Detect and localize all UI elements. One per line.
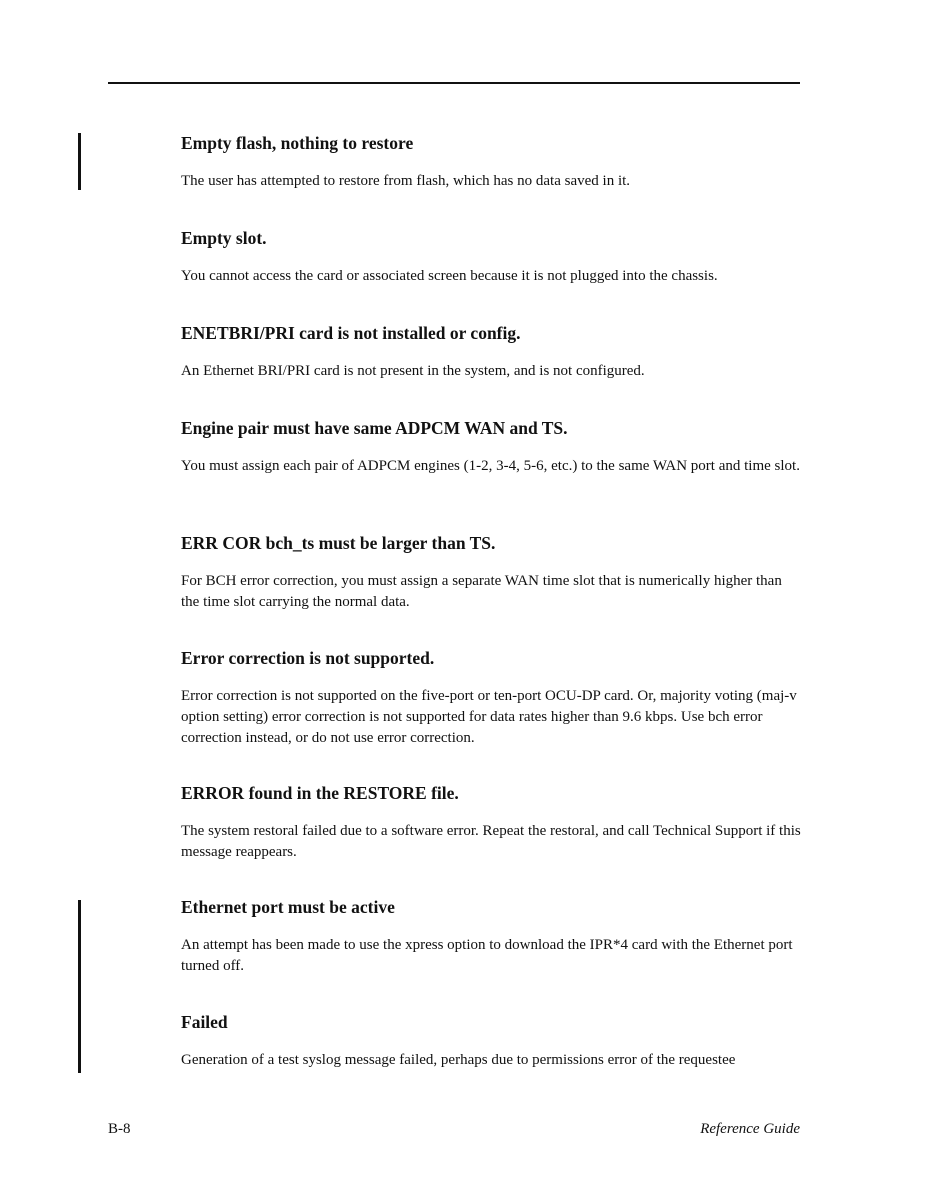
message-title: ENETBRI/PRI card is not installed or config. (181, 323, 521, 343)
message-entry (181, 418, 801, 474)
message-entry (181, 133, 801, 189)
message-description: An attempt has been made to use the xpress option to download the IPR*4 card with the Ethernet port turned off. (181, 937, 793, 974)
message-title: Empty flash, nothing to restore (181, 133, 414, 153)
message-entry (181, 897, 801, 974)
message-title: Ethernet port must be active (181, 897, 395, 917)
message-description: An Ethernet BRI/PRI card is not present in the system, and is not configured. (181, 363, 645, 379)
message-entry (181, 783, 801, 860)
message-title: ERROR found in the RESTORE file. (181, 783, 459, 803)
header-rule (108, 82, 800, 84)
message-description: You cannot access the card or associated screen because it is not plugged into the chassis. (181, 268, 718, 284)
message-entry (181, 533, 801, 610)
message-title: ERR COR bch_ts must be larger than TS. (181, 533, 496, 553)
message-entry (181, 648, 801, 746)
message-entry (181, 228, 801, 284)
message-description: The system restoral failed due to a software error. Repeat the restoral, and call Technical Support if this message reappears. (181, 823, 801, 860)
message-description: Generation of a test syslog message failed, perhaps due to permissions error of the requestee (181, 1052, 736, 1068)
change-bar (78, 133, 81, 190)
message-title: Failed (181, 1012, 228, 1032)
message-entry (181, 1012, 801, 1068)
message-description: Error correction is not supported on the five-port or ten-port OCU-DP card. Or, majority voting (maj-v option setting) error correction is not supported for data rates higher than 9.6 kbps. Use bch error correction instead, or do not use error correction. (181, 688, 797, 746)
page-number: B-8 (108, 1121, 131, 1137)
message-description: The user has attempted to restore from flash, which has no data saved in it. (181, 173, 631, 189)
document-title: Reference Guide (700, 1121, 800, 1137)
message-title: Engine pair must have same ADPCM WAN and TS. (181, 418, 568, 438)
message-title: Error correction is not supported. (181, 648, 435, 668)
message-description: You must assign each pair of ADPCM engines (1-2, 3-4, 5-6, etc.) to the same WAN port and time slot. (181, 458, 800, 474)
message-title: Empty slot. (181, 228, 267, 248)
message-description: For BCH error correction, you must assign a separate WAN time slot that is numerically higher than the time slot carrying the normal data. (181, 573, 782, 610)
message-entry (181, 323, 801, 379)
change-bar (78, 900, 81, 1073)
